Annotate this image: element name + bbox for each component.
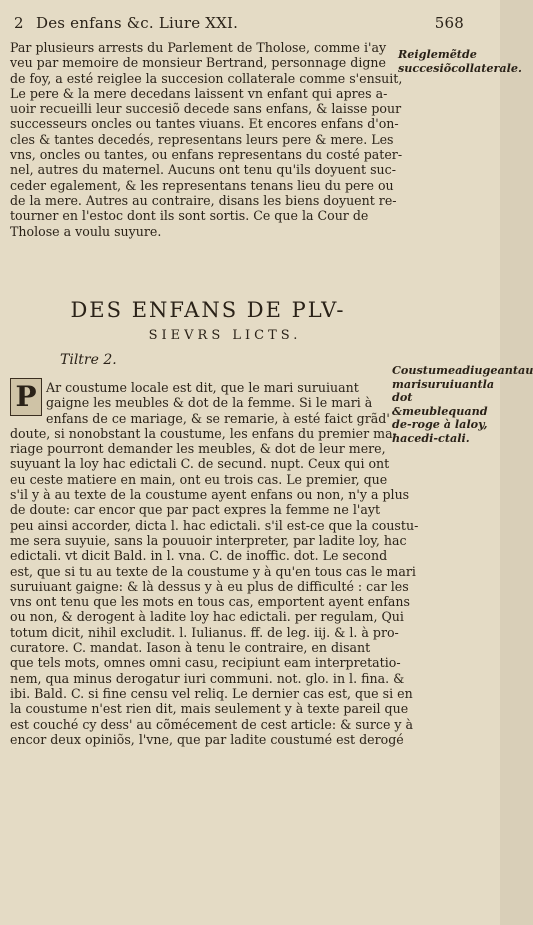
margin-note-line: collaterale. (451, 60, 522, 75)
text-line: tourner en l'estoc dont ils sont sortis. Ce que la Cour de (10, 208, 369, 224)
text-line: de la mere. Autres au contraire, disans les biens doyuent re- (10, 192, 397, 208)
text-line: Ar coustume locale est dit, que le mari suruiuant (46, 380, 359, 395)
text-line: nem, qua minus derogatur iuri communi. not. glo. in l. fina. & (10, 670, 405, 686)
text-line: encor deux opiniõs, l'vne, que par ladite coustumé est derogé (10, 731, 404, 747)
text-line: edictali. vt dicit Bald. in l. vna. C. de inoffic. dot. Le second (10, 548, 388, 564)
text-line: est couché cy dess' au cõmécement de cest article: & surce y à (10, 716, 414, 732)
text-line: la coustume n'est rien dit, mais seulement y à texte pareil que (10, 701, 409, 717)
section-title: DES ENFANS DE PLV- (70, 298, 346, 322)
text-line: suyuant la loy hac edictali C. de secund. nupt. Ceux qui ont (10, 456, 390, 472)
text-line: curatore. C. mandat. Iason à tenu le contraire, en disant (10, 640, 371, 656)
page-number: 2 (14, 14, 24, 32)
margin-note-line: de succesiõ (398, 47, 477, 75)
text-line: ceder egalement, & les representans tenans lieu du pere ou (10, 177, 394, 193)
text-line: uoir recueilli leur succesiõ decede sans enfans, & laisse pour (10, 101, 402, 117)
text-line: Le pere & la mere decedans laissent vn enfant qui apres a- (10, 85, 388, 101)
text-line: de doute: car encor que par pact expres la femme ne l'ayt (10, 502, 381, 518)
margin-note-line: roge à la (411, 417, 467, 431)
margin-note-line: adiugeant (455, 363, 519, 377)
running-title: Des enfans &c. Liure XXI. (36, 14, 239, 32)
margin-note-coustume (392, 363, 533, 445)
drop-cap: P (10, 378, 42, 416)
margin-note-line: meuble (402, 403, 449, 418)
text-line: enfans de ce mariage, & se remarie, à esté faict grãd' (46, 410, 390, 426)
text-line: ou non, & derogent à ladite loy hac edictali. per regulam, Qui (10, 609, 404, 625)
text-line: que tels mots, omnes omni casu, recipiunt eam interpretatio- (10, 655, 401, 671)
text-line: veu par memoire de monsieur Bertrand, personnage digne (10, 55, 386, 71)
text-line: peu ainsi accorder, dicta l. hac edictali. s'il est-ce que la coustu- (10, 517, 419, 533)
margin-note-line: quand de- (392, 403, 488, 431)
text-line: doute, si nonobstant la coustume, les enfans du premier ma- (10, 425, 397, 441)
text-line: Tholose a voulu suyure. (10, 223, 162, 239)
text-line: ibi. Bald. C. si fine censu vel reliq. Le dernier cas est, que si en (10, 685, 413, 701)
tiltre-heading: Tiltre 2. (60, 352, 117, 368)
text-line: suruiuant gaigne: & là dessus y à eu plus de difficulté : car les (10, 578, 409, 594)
text-line: cles & tantes decedés, representans leurs pere & mere. Les (10, 131, 394, 147)
text-line: eu ceste matiere en main, ont eu trois cas. Le premier, que (10, 471, 388, 487)
margin-note-line: Coustume (392, 363, 456, 377)
margin-note-line: Reiglemẽt (398, 47, 462, 61)
text-line: est, que si tu au texte de la coustume y à qu'en tous cas le mari (10, 563, 416, 579)
margin-note-line: au mari (392, 363, 533, 391)
text-line: me sera suyuie, sans la pouuoir interpreter, par ladite loy, hac (10, 532, 407, 548)
paragraph-succession (10, 40, 403, 239)
folio-number: 568 (434, 14, 464, 32)
section-subtitle: SIEVRS LICTS. (148, 328, 302, 343)
text-line: s'il y à au texte de la coustume ayent enfans ou non, n'y a plus (10, 487, 410, 503)
margin-note-line: ctali. (438, 430, 470, 445)
text-line: vns ont tenu que les mots en tous cas, emportent ayent enfans (10, 594, 410, 610)
text-line: totum dicit, nihil excludit. l. Iulianus. ff. de leg. iij. & l. à pro- (10, 624, 399, 640)
text-line: de foy, a esté reiglee la succesion collaterale comme s'ensuit, (10, 70, 403, 86)
text-line: riage pourront demander les meubles, & dot de leur mere, (10, 441, 386, 457)
margin-note-line: suruiuant (421, 376, 483, 391)
text-line: Par plusieurs arrests du Parlement de Tholose, comme i'ay (10, 40, 387, 55)
text-line: successeurs oncles ou tantes viuans. Et encores enfans d'on- (10, 116, 399, 132)
margin-note-line: la dot & (392, 376, 495, 418)
text-line: gaigne les meubles & dot de la femme. Si le mari à (46, 395, 373, 411)
margin-note-succession (398, 47, 522, 75)
text-line: nel, autres du maternel. Aucuns ont tenu qu'ils doyuent suc- (10, 162, 396, 178)
text-line: vns, oncles ou tantes, ou enfans representans du costé pater- (10, 147, 403, 163)
margin-note-line: loy, hacedi- (392, 417, 488, 445)
paragraph-coustume (10, 380, 419, 747)
